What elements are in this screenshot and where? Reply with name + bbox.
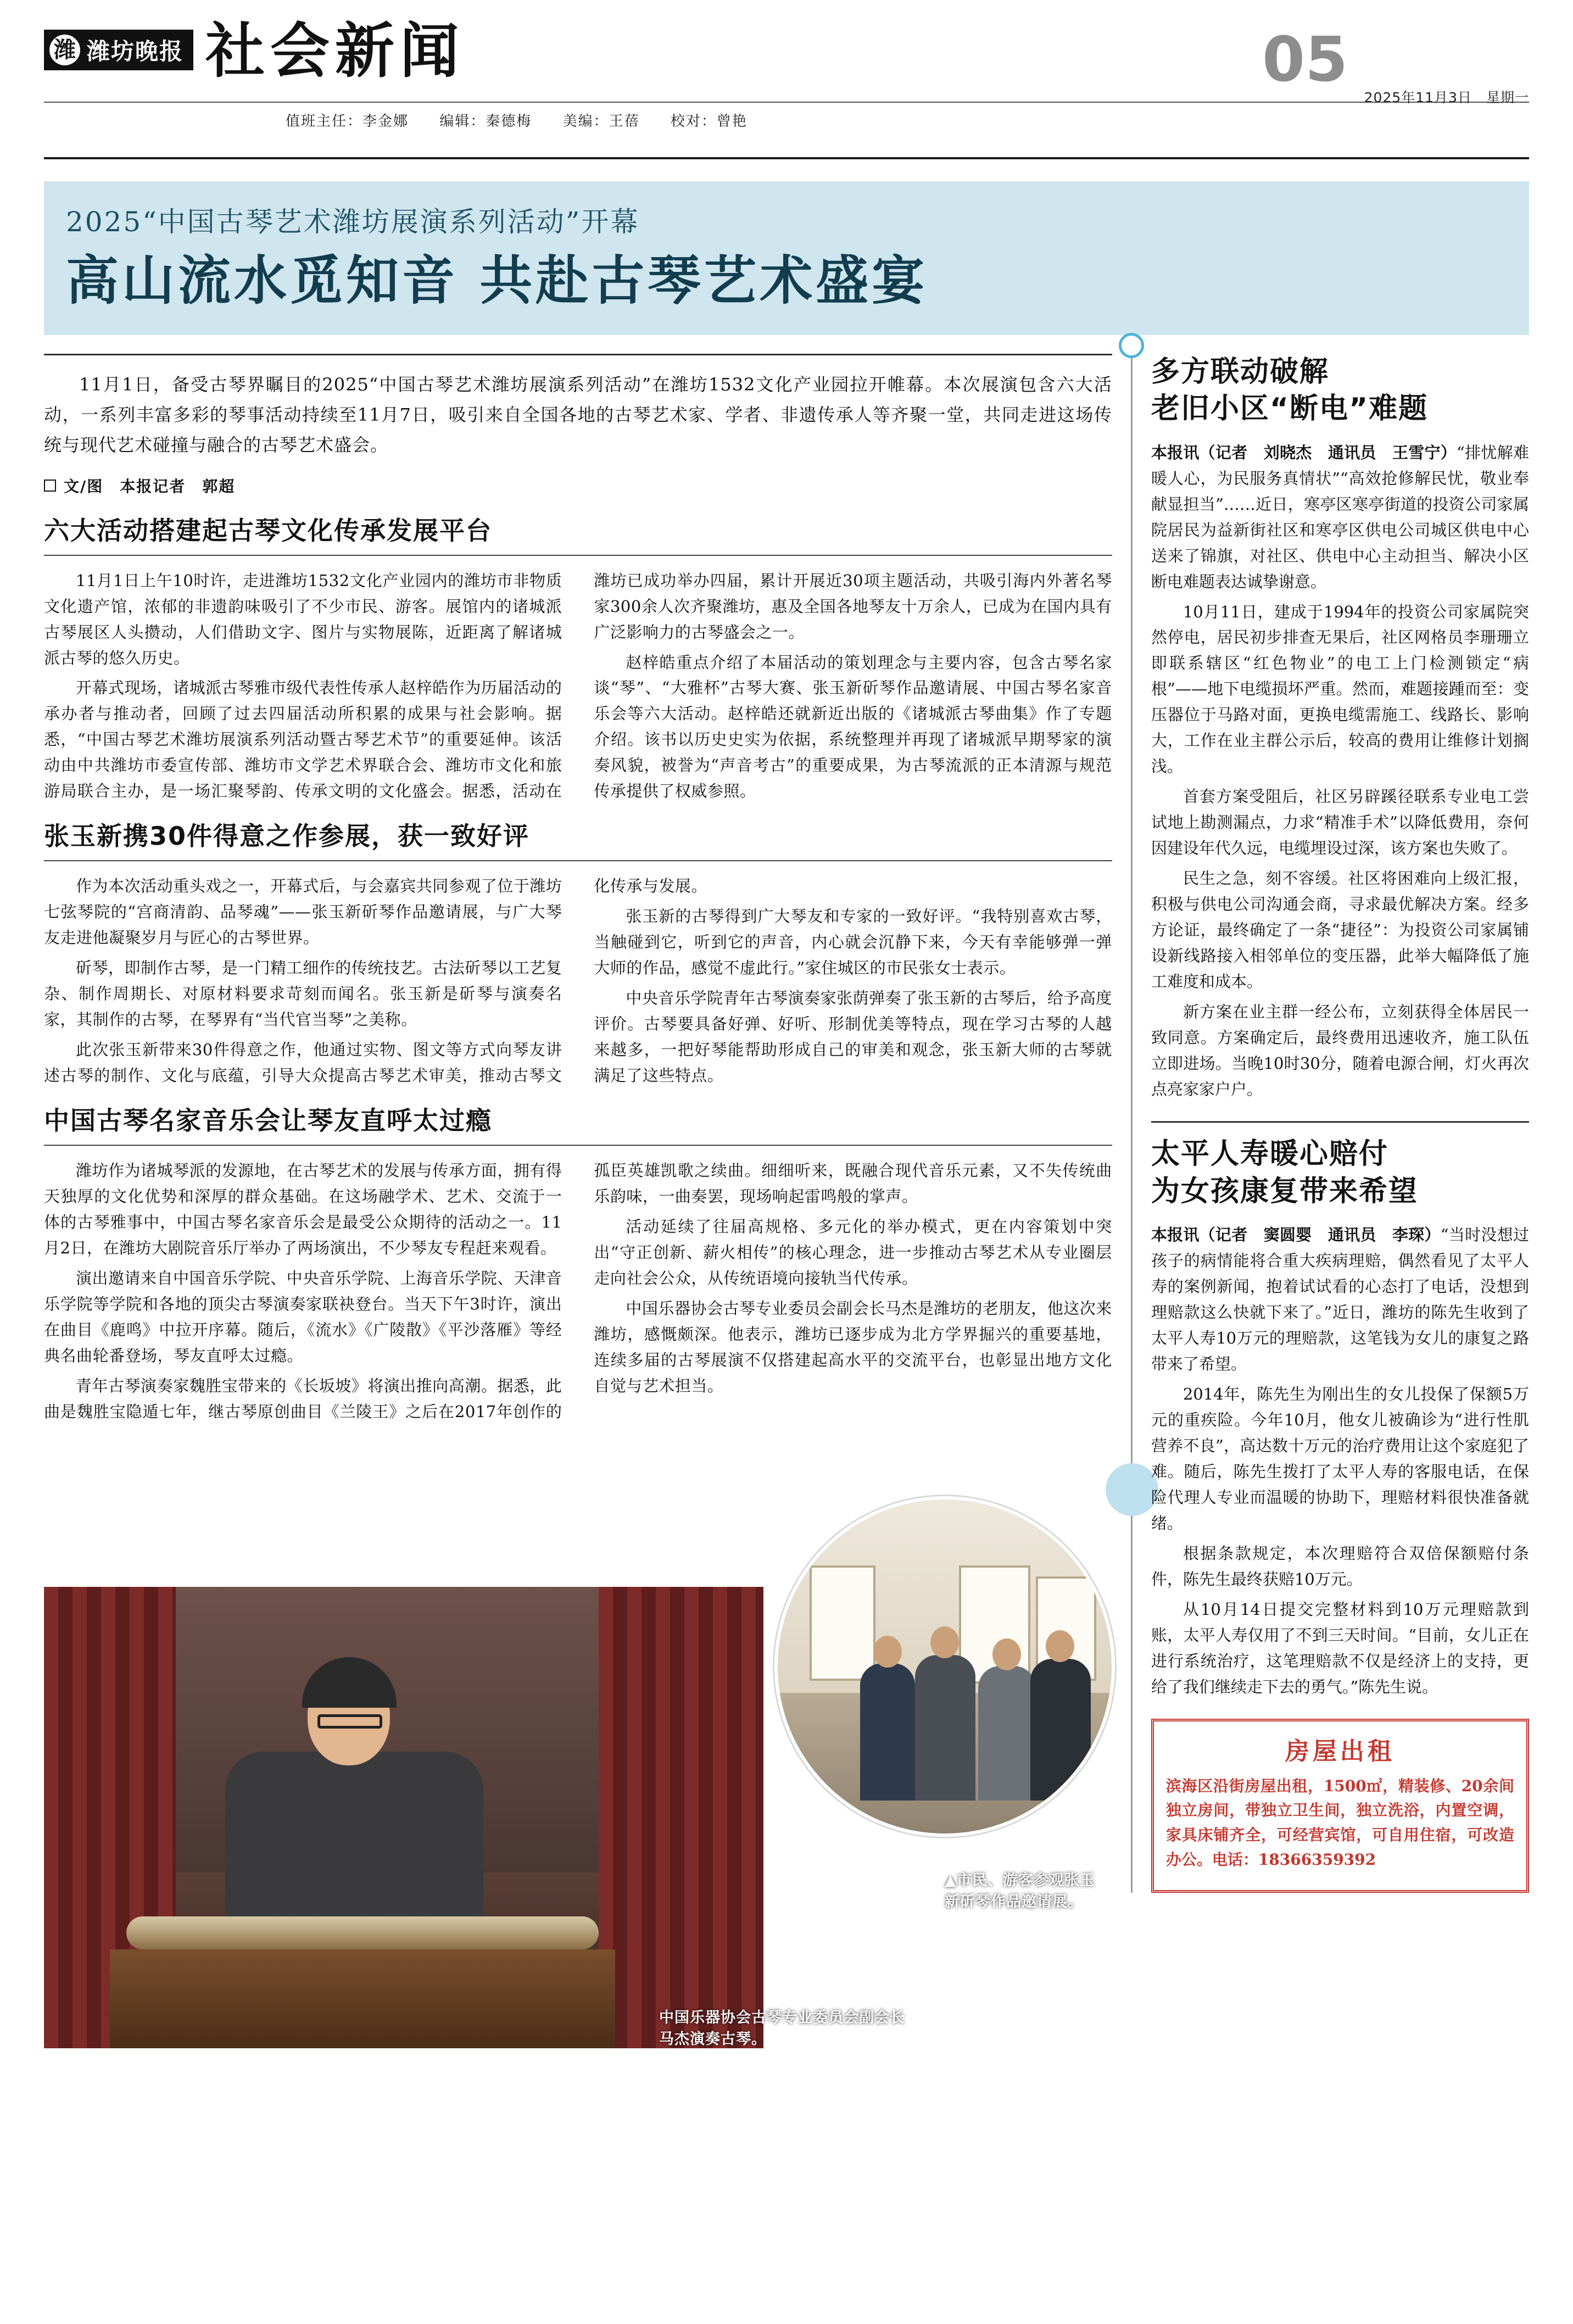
section-title: 社会新闻 xyxy=(205,17,465,86)
section-2-columns xyxy=(44,873,1112,1091)
photo-concert-art xyxy=(44,1587,763,2048)
newspaper-logo xyxy=(44,30,193,70)
paragraph: “排忧解难暖人心，为民服务真情状”“高效抢修解民忧，敬业奉献显担当”……近日，寒亭区寒亭街道的投资公司家属院居民为益新街社区和寒亭区供电公司城区供电中心送来了锦旗，对社区、供电中心主动担当、解决小区断电难题表达诚挚谢意。 xyxy=(1151,443,1529,591)
subheading-2: 张玉新携30件得意之作参展，获一致好评 xyxy=(44,816,1112,861)
headline-kicker: 2025“中国古琴艺术潍坊展演系列活动”开幕 xyxy=(66,206,640,238)
ad-body: 滨海区沿街房屋出租，1500㎡，精装修、20余间独立房间，带独立卫生间，独立洗浴，内置空调，家具床铺齐全，可经营宾馆，可自用住宿，可改造办公。电话：18366359392 xyxy=(1165,1776,1514,1869)
paragraph: 青年古琴演奏家魏胜宝带来的《长坂坡》将演出推向高潮。据悉，此曲是魏胜宝隐遁七年，继古琴原创曲目《兰陵王》之后在2017年创作的孤臣英雄凯歌之续曲。细细听来，既融合现代音乐元素，又不失传统曲乐韵味，一曲奏罢，现场响起雷鸣般的掌声。 xyxy=(44,1161,1112,1421)
paragraph: 首套方案受阻后，社区另辟蹊径联系专业电工尝试地上勘测漏点，力求“精准手术”以降低费用，奈何因建设年代久远，电缆埋设过深，该方案也失败了。 xyxy=(1151,787,1529,858)
credit-art-editor: 美编：王蓓 xyxy=(562,113,640,130)
paragraph: “当时没想过孩子的病情能将合重大疾病理赔，偶然看见了太平人寿的案例新闻，抱着试试看的心态打了电话，没想到理赔款这么快就下来了。”近日，潍坊的陈先生收到了太平人寿10万元的理赔款，这笔钱为女儿的康复之路带来了希望。 xyxy=(1151,1225,1529,1373)
divider-dot-large-icon xyxy=(1106,1463,1158,1516)
paragraph: 作为本次活动重头戏之一，开幕式后，与会嘉宾共同参观了位于潍坊七弦琴院的“宫商清韵、品琴魂”——张玉新斫琴作品邀请展，与广大琴友走进他凝聚岁月与匠心的古琴世界。 xyxy=(44,877,562,948)
credit-duty-editor: 值班主任：李金娜 xyxy=(286,113,409,130)
heading-line-2: 为女孩康复带来希望 xyxy=(1151,1174,1418,1208)
byline-text: 文/图 本报记者 郭超 xyxy=(64,477,236,495)
sidebar-story-1-body xyxy=(1151,440,1529,595)
paragraph: 赵梓皓重点介绍了本届活动的策划理念与主要内容，包含古琴名家谈“琴”、“大雅杯”古琴大赛、张玉新斫琴作品邀请展、中国古琴名家音乐会等六大活动。赵梓皓还就新近出版的《诸城派古琴曲集》作了专题介绍。该书以历史史实为依据，系统整理并再现了诸城派早期琴家的演奏风貌，被誉为“声音考古”的重要成果，为古琴流派的正本清源与规范传承提供了权威参照。 xyxy=(594,653,1112,801)
article-byline xyxy=(44,475,1112,497)
credit-editor: 编辑：秦德梅 xyxy=(439,113,532,130)
paragraph: 潍坊作为诸城琴派的发源地，在古琴艺术的发展与传承方面，拥有得天独厚的文化优势和深厚的群众基础。在这场融学术、艺术、交流于一体的古琴雅事中，中国古琴名家音乐会是最受公众期待的活动之一。11月2日，在潍坊大剧院音乐厅举办了两场演出，不少琴友专程赶来观看。 xyxy=(44,1161,562,1257)
logo-text: 潍坊晚报 xyxy=(87,38,184,65)
paragraph: 此次张玉新带来30件得意之作，他通过实物、图文等方式向琴友讲述古琴的制作、文化与底蕴，引导大众提高古琴艺术审美，推动古琴文化传承与发展。 xyxy=(44,877,707,1085)
paragraph: 张玉新的古琴得到广大琴友和专家的一致好评。“我特别喜欢古琴，当触碰到它，听到它的声音，内心就会沉静下来，今天有幸能够弹一弹大师的作品，感觉不虚此行。”家住城区的市民张女士表示。 xyxy=(594,907,1112,978)
paragraph: 中央音乐学院青年古琴演奏家张荫弹奏了张玉新的古琴后，给予高度评价。古琴要具备好弹、好听、形制优美等特点，现在学习古琴的人越来越多，一把好琴能帮助形成自己的审美和观念，张玉新大师的古琴就满足了这些特点。 xyxy=(594,989,1112,1085)
subheading-3: 中国古琴名家音乐会让琴友直呼太过瘾 xyxy=(44,1101,1112,1146)
caption-gallery: ▲市民、游客参观张玉新斫琴作品邀请展。 xyxy=(945,1871,1095,1910)
paragraph: 中国乐器协会古琴专业委员会副会长马杰是潍坊的老朋友，他这次来潍坊，感慨颇深。他表示，潍坊已逐步成为北方学界掘兴的重要基地，连续多届的古琴展演不仅搭建起高水平的交流平台，也彰显出地方文化自觉与艺术担当。 xyxy=(594,1298,1112,1395)
lead-paragraph xyxy=(44,354,1112,460)
heading-line-2: 老旧小区“断电”难题 xyxy=(1151,392,1429,426)
section-1-columns xyxy=(44,568,1112,807)
subheading-1: 六大活动搭建起古琴文化传承发展平台 xyxy=(44,511,1112,556)
page-body xyxy=(44,354,1529,2048)
sidebar-story-2-heading xyxy=(1151,1136,1529,1210)
photo-concert xyxy=(44,1587,763,2048)
masthead-credits xyxy=(286,110,773,130)
article-section-2 xyxy=(44,816,1112,1091)
sidebar-story-1-byline: 本报讯（记者 刘晓杰 通讯员 王雪宁） xyxy=(1151,443,1457,462)
caption-concert: 中国乐器协会古琴专业委员会副会长马杰演奏古琴。 xyxy=(659,2009,905,2048)
sidebar-story-2-body xyxy=(1151,1222,1529,1377)
article-section-1 xyxy=(44,511,1112,807)
paragraph: 演出邀请来自中国音乐学院、中央音乐学院、上海音乐学院、天津音乐学院等学院和各地的顶尖古琴演奏家联袂登台。当天下午3时许，演出在曲目《鹿鸣》中拉开序幕。随后，《流水》《广陵散》《平沙落雁》等经典名曲轮番登场，琴友直呼太过瘾。 xyxy=(44,1268,562,1365)
byline-box-icon xyxy=(44,480,56,492)
main-article-zone xyxy=(44,354,1112,2048)
sidebar-divider xyxy=(1151,1121,1529,1123)
photo-gallery-art xyxy=(778,1500,1112,1833)
headline-banner xyxy=(44,181,1529,335)
page-number: 05 xyxy=(1262,24,1348,96)
ad-title: 房屋出租 xyxy=(1285,1737,1395,1765)
main-headline: 高山流水觅知音 共赴古琴艺术盛宴 xyxy=(66,250,928,311)
masthead-rule xyxy=(44,102,1529,103)
heading-line-1: 太平人寿暖心赔付 xyxy=(1151,1137,1388,1171)
lead-text: 11月1日，备受古琴界瞩目的2025“中国古琴艺术潍坊展演系列活动”在潍坊1532文化产业园拉开帷幕。本次展演包含六大活动，一系列丰富多彩的琴事活动持续至11月7日，吸引来自全国各地的古琴艺术家、学者、非遗传承人等齐聚一堂，共同走进这场传统与现代艺术碰撞与融合的古琴艺术盛会。 xyxy=(44,374,1112,455)
paragraph: 活动延续了往届高规格、多元化的举办模式，更在内容策划中突出“守正创新、薪火相传”的核心理念，进一步推动古琴艺术从专业圈层走向社会公众，从传统语境向接轨当代传承。 xyxy=(594,1217,1112,1288)
logo-mark-icon: 潍 xyxy=(49,35,80,65)
masthead xyxy=(44,17,1529,159)
article-section-3 xyxy=(44,1101,1112,1425)
sidebar-articles xyxy=(1151,354,1529,1893)
section-3-columns xyxy=(44,1158,1112,1425)
paragraph: 斫琴，即制作古琴，是一门精工细作的传统技艺。古法斫琴以工艺复杂、制作周期长、对原材料要求苛刻而闻名。张玉新是斫琴与演奏名家，其制作的古琴，在琴界有“当代官当琴”之美称。 xyxy=(44,958,562,1029)
sidebar-story-1-heading xyxy=(1151,354,1529,428)
divider-dot-icon xyxy=(1119,333,1144,358)
paragraph: 从10月14日提交完整材料到10万元理赔款到账，太平人寿仅用了不到三天时间。“目前，女儿正在进行系统治疗，这笔理赔款不仅是经济上的支持，更给了我们继续走下去的勇气。”陈先生说。 xyxy=(1151,1600,1529,1696)
issue-date: 2025年11月3日 星期一 xyxy=(1364,90,1529,105)
paragraph: 根据条款规定，本次理赔符合双倍保额赔付条件，陈先生最终获赔10万元。 xyxy=(1151,1543,1529,1589)
paragraph: 开幕式现场，诸城派古琴雅市级代表性传承人赵梓皓作为历届活动的承办者与推动者，回顾了过去四届活动所积累的成果与社会影响。据悉，“中国古琴艺术潍坊展演系列活动暨古琴艺术节”的重要延伸。该活动由中共潍坊市委宣传部、潍坊市文学艺术界联合会、潍坊市文化和旅游局联合主办，是一场汇聚琴韵、传承文明的文化盛会。据悉，活动在潍坊已成功举办四届，累计开展近30项主题活动，共吸引海内外著名琴家300余人次齐聚潍坊，惠及全国各地琴友十万余人，已成为在国内具有广泛影响力的古琴盛会之一。 xyxy=(44,571,1112,801)
heading-line-1: 多方联动破解 xyxy=(1151,355,1329,388)
sidebar-story-2 xyxy=(1151,1136,1529,1700)
photo-gallery xyxy=(774,1496,1115,1837)
paragraph: 2014年，陈先生为刚出生的女儿投保了保额5万元的重疾险。今年10月，他女儿被确诊为“进行性肌营养不良”，高达数十万元的治疗费用让这个家庭犯了难。随后，陈先生拨打了太平人寿的客服电话，在保险代理人专业而温暖的协助下，理赔材料很快准备就绪。 xyxy=(1151,1384,1529,1532)
sidebar-story-1 xyxy=(1151,354,1529,1102)
column-divider xyxy=(1131,354,1133,1893)
credit-proofreader: 校对：曾艳 xyxy=(670,113,748,130)
paragraph: 新方案在业主群一经公布，立刻获得全体居民一致同意。方案确定后，最终费用迅速收齐，施工队伍立即进场。当晚10时30分，随着电源合闸，灯火再次点亮家家户户。 xyxy=(1151,1002,1529,1099)
paragraph: 民生之急，刻不容缓。社区将困难向上级汇报，积极与供电公司沟通会商，寻求最优解决方案。经多方论证，最终确定了一条“捷径”：为投资公司家属铺设新线路接入相邻单位的变压器，此举大幅降低了施工难度和成本。 xyxy=(1151,869,1529,991)
sidebar-story-2-byline: 本报讯（记者 窦圆婴 通讯员 李琛） xyxy=(1151,1225,1441,1245)
paragraph: 11月1日上午10时许，走进潍坊1532文化产业园内的潍坊市非物质文化遗产馆，浓郁的非遗韵味吸引了不少市民、游客。展馆内的诸城派古琴展区人头攒动，人们借助文字、图片与实物展陈，近距离了解诸城派古琴的悠久历史。 xyxy=(44,571,562,667)
classified-ad[interactable] xyxy=(1151,1719,1529,1893)
paragraph: 10月11日，建成于1994年的投资公司家属院突然停电，居民初步排查无果后，社区网格员李珊珊立即联系辖区“红色物业”的电工上门检测锁定“病根”——地下电缆损坏严重。然而，难题接踵而至：变压器位于马路对面，更换电缆需施工、线路长、影响大，工作在业主群公示后，较高的费用让维修计划搁浅。 xyxy=(1151,602,1529,776)
